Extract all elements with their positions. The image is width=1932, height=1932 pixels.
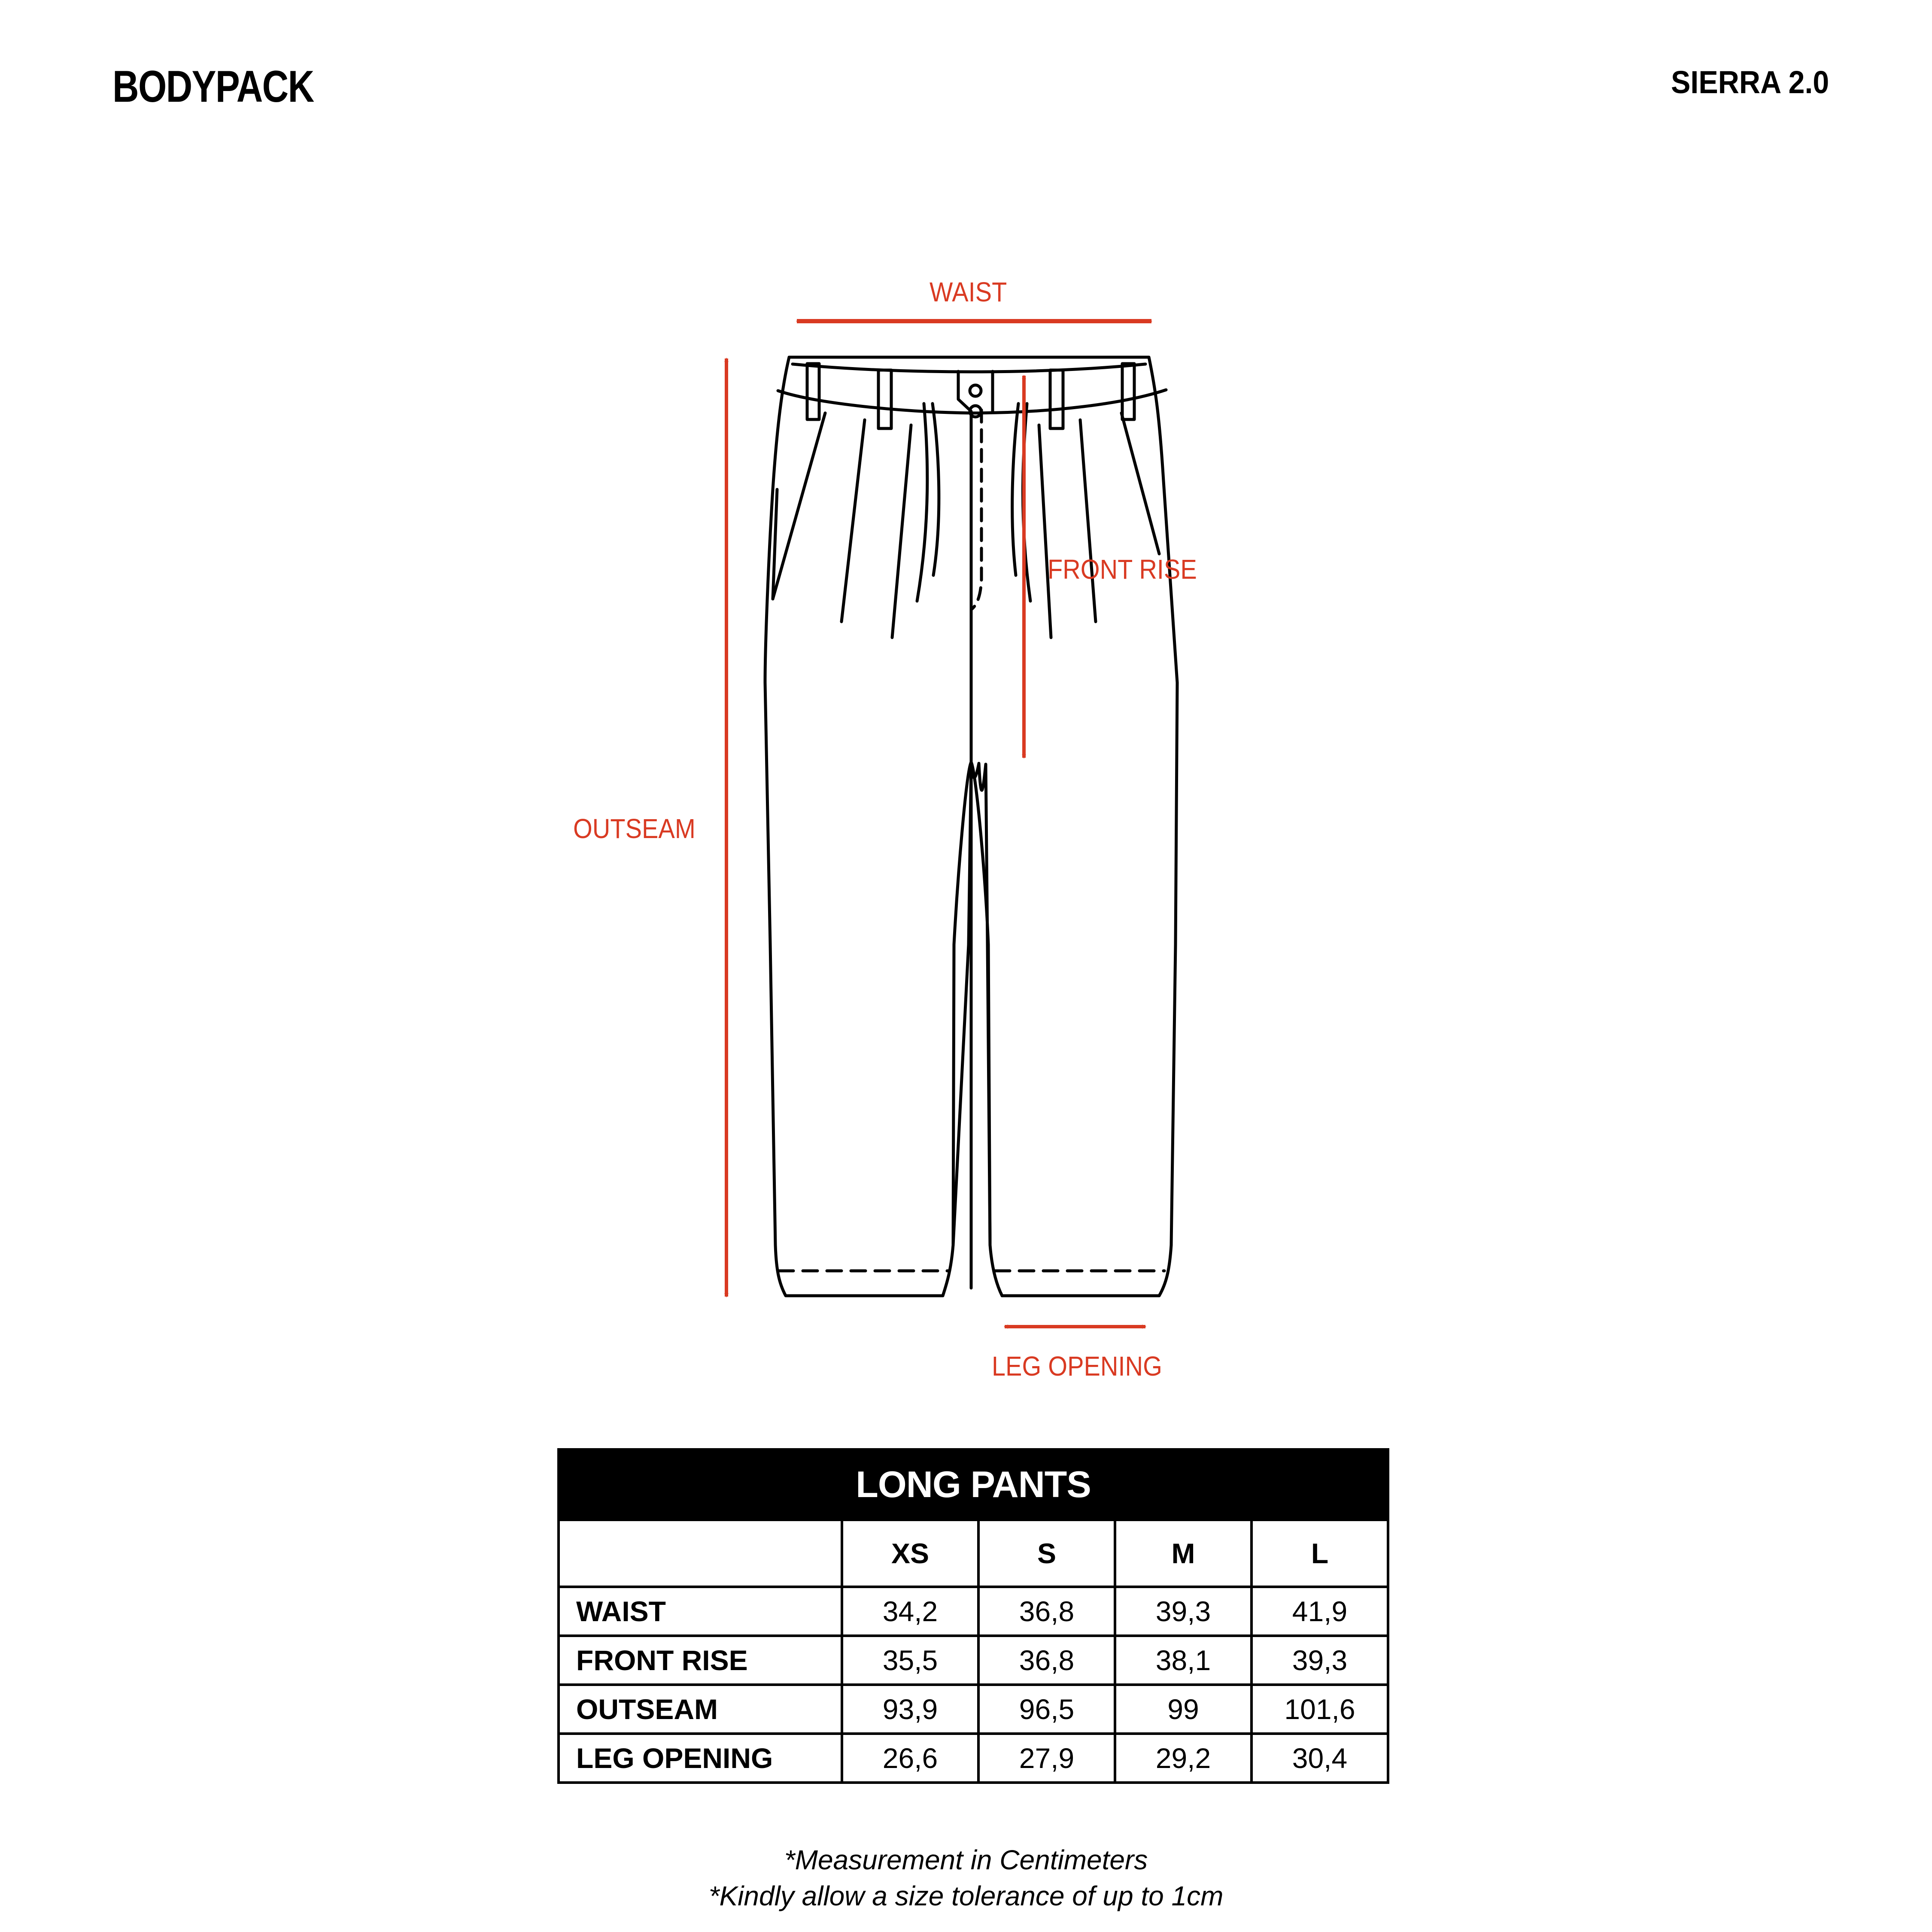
pants-outline xyxy=(765,357,1177,1296)
empty-corner-cell xyxy=(559,1520,842,1587)
table-row-outseam xyxy=(559,1685,1388,1734)
table-cell: 36,8 xyxy=(978,1636,1115,1685)
table-cell: 27,9 xyxy=(978,1734,1115,1783)
table-row-leg-opening xyxy=(559,1734,1388,1783)
table-cell: 39,3 xyxy=(1252,1636,1388,1685)
brand-logo: BODYPACK xyxy=(112,62,314,112)
waist-label: WAIST xyxy=(930,276,1007,307)
size-s-header: S xyxy=(978,1520,1115,1587)
size-chart-table xyxy=(557,1448,1389,1784)
size-xs-header: XS xyxy=(842,1520,978,1587)
front-rise-label: FRONT RISE xyxy=(1048,554,1197,585)
table-cell: 36,8 xyxy=(978,1587,1115,1636)
model-name: SIERRA 2.0 xyxy=(1671,64,1829,100)
footnotes xyxy=(0,1842,1932,1914)
table-cell: 38,1 xyxy=(1115,1636,1252,1685)
table-cell: 93,9 xyxy=(842,1685,978,1734)
table-cell: 29,2 xyxy=(1115,1734,1252,1783)
table-cell: 26,6 xyxy=(842,1734,978,1783)
row-label: WAIST xyxy=(559,1587,842,1636)
table-cell: 35,5 xyxy=(842,1636,978,1685)
table-cell: 41,9 xyxy=(1252,1587,1388,1636)
table-cell: 96,5 xyxy=(978,1685,1115,1734)
table-cell: 101,6 xyxy=(1252,1685,1388,1734)
size-l-header: L xyxy=(1252,1520,1388,1587)
outseam-label: OUTSEAM xyxy=(573,813,696,844)
row-label: FRONT RISE xyxy=(559,1636,842,1685)
measurement-unit-note: *Measurement in Centimeters xyxy=(784,1844,1148,1875)
table-row-front-rise xyxy=(559,1636,1388,1685)
table-title: LONG PANTS xyxy=(559,1449,1388,1520)
table-cell: 30,4 xyxy=(1252,1734,1388,1783)
size-header-row xyxy=(559,1520,1388,1587)
row-label: OUTSEAM xyxy=(559,1685,842,1734)
table-cell: 34,2 xyxy=(842,1587,978,1636)
tolerance-note: *Kindly allow a size tolerance of up to 1cm xyxy=(708,1880,1224,1911)
leg-opening-label: LEG OPENING xyxy=(992,1351,1162,1382)
table-cell: 39,3 xyxy=(1115,1587,1252,1636)
row-label: LEG OPENING xyxy=(559,1734,842,1783)
table-cell: 99 xyxy=(1115,1685,1252,1734)
size-m-header: M xyxy=(1115,1520,1252,1587)
table-row-waist xyxy=(559,1587,1388,1636)
